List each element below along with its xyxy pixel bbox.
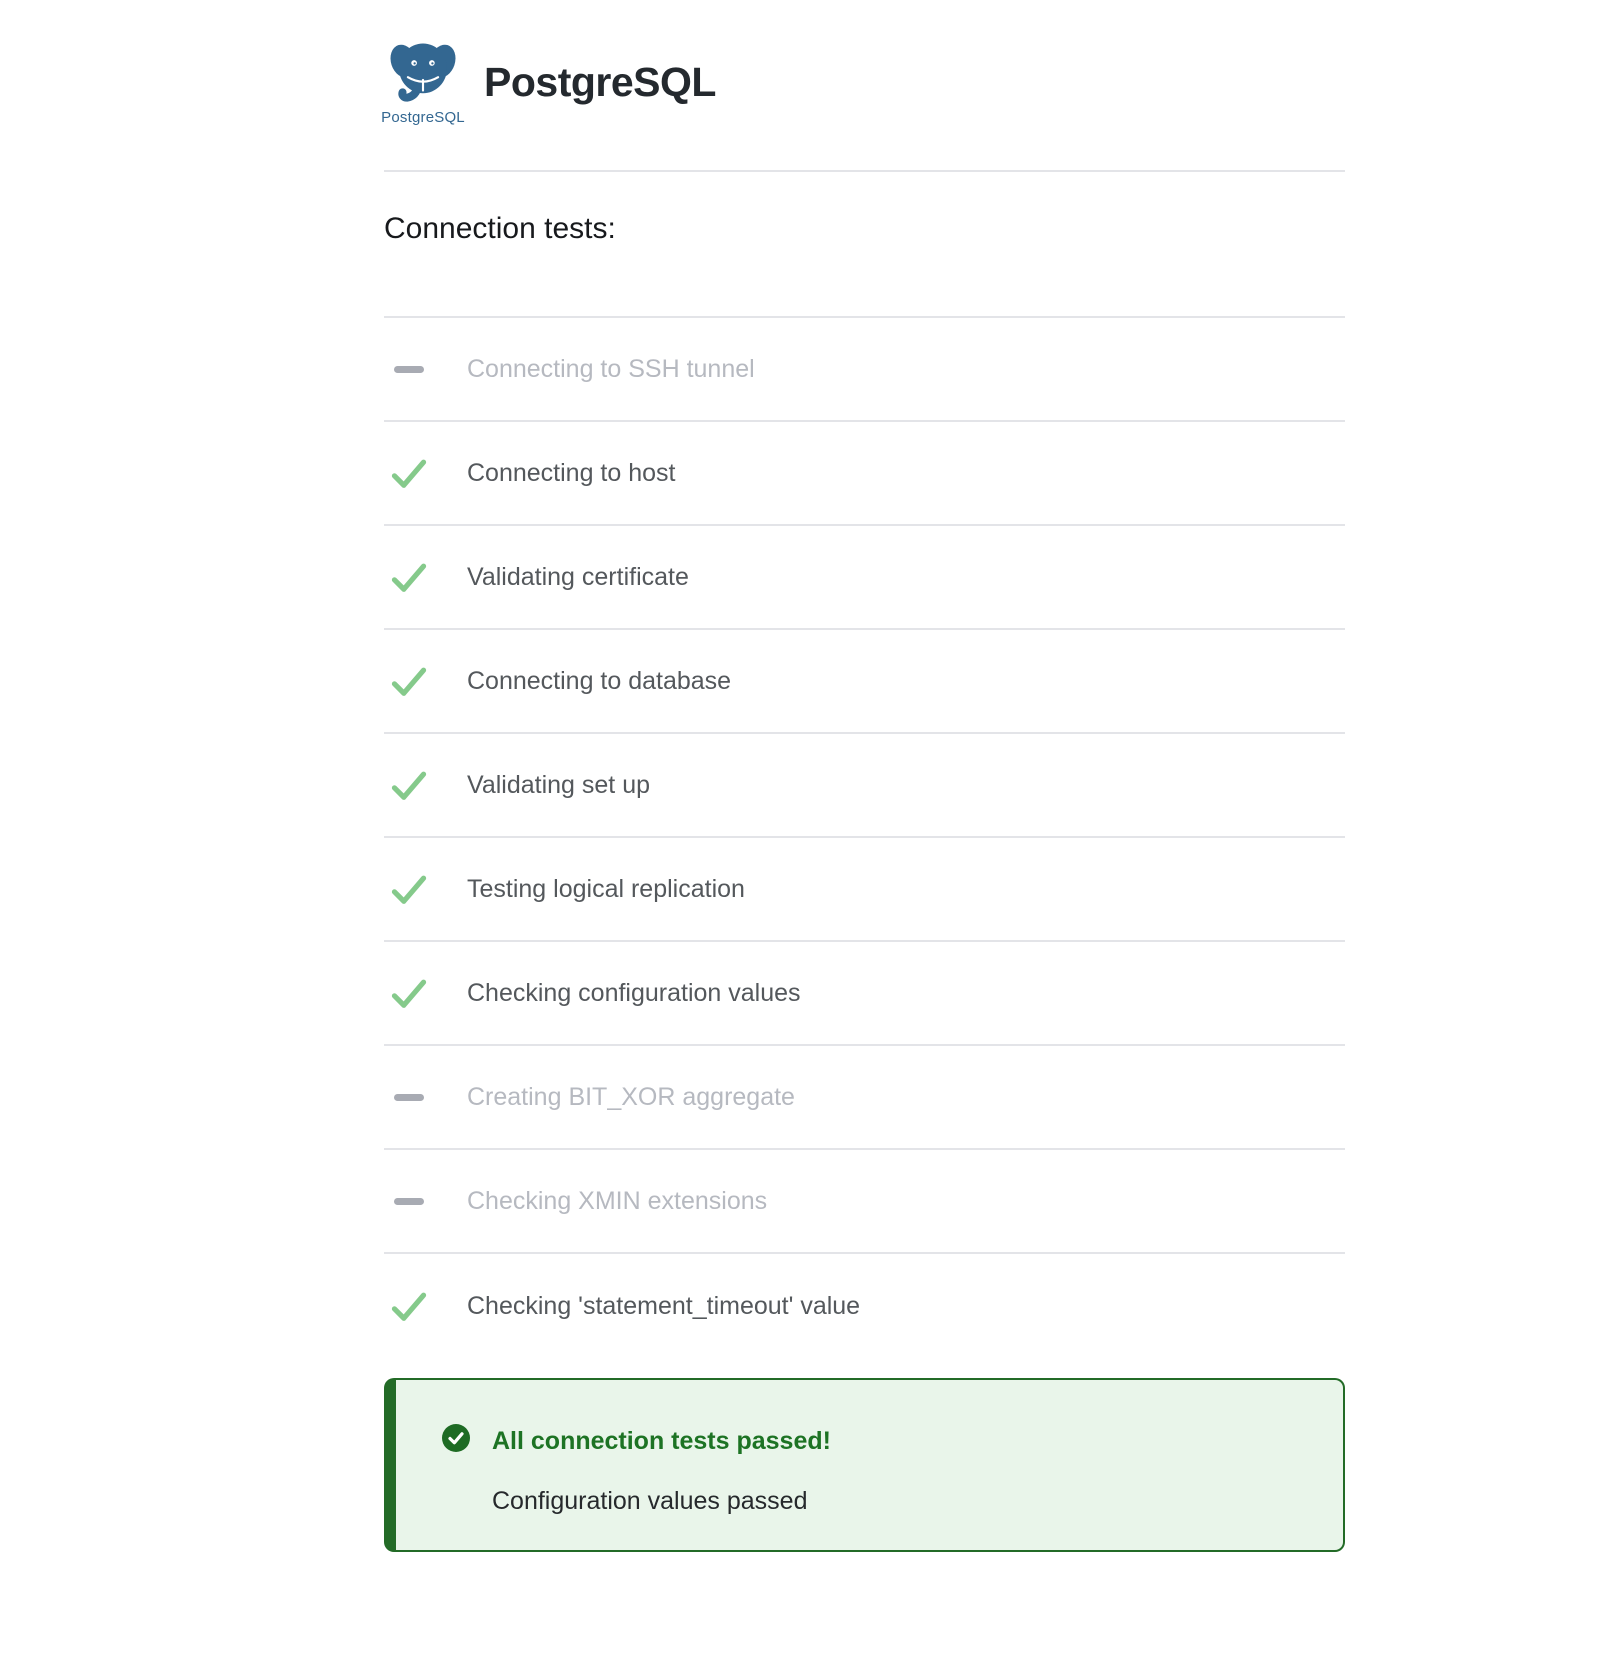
connection-tests-heading: Connection tests: bbox=[384, 212, 616, 245]
test-row bbox=[384, 838, 1345, 942]
header-divider bbox=[384, 170, 1345, 172]
check-icon bbox=[390, 458, 428, 489]
test-label: Connecting to host bbox=[467, 459, 676, 487]
test-label: Creating BIT_XOR aggregate bbox=[467, 1083, 795, 1111]
check-icon bbox=[390, 770, 428, 801]
postgresql-logo bbox=[381, 39, 465, 126]
test-label: Checking 'statement_timeout' value bbox=[467, 1292, 861, 1320]
test-label: Testing logical replication bbox=[467, 875, 745, 903]
test-label: Validating certificate bbox=[467, 563, 689, 591]
test-row bbox=[384, 1150, 1345, 1254]
alert-subtitle: Configuration values passed bbox=[492, 1487, 808, 1515]
check-icon bbox=[390, 666, 428, 697]
alert-title: All connection tests passed! bbox=[492, 1426, 831, 1455]
test-label: Connecting to database bbox=[467, 667, 732, 695]
test-row bbox=[384, 526, 1345, 630]
check-icon bbox=[390, 562, 428, 593]
dash-icon bbox=[394, 1198, 424, 1205]
page-title: PostgreSQL bbox=[484, 58, 716, 105]
test-row bbox=[384, 1046, 1345, 1150]
check-icon bbox=[390, 874, 428, 905]
header bbox=[381, 36, 1345, 128]
test-label: Connecting to SSH tunnel bbox=[467, 355, 755, 383]
test-row bbox=[384, 630, 1345, 734]
dash-icon bbox=[394, 366, 424, 373]
logo-caption: PostgreSQL bbox=[381, 108, 465, 126]
check-icon bbox=[390, 1291, 428, 1322]
test-row bbox=[384, 318, 1345, 422]
test-label: Checking configuration values bbox=[467, 979, 801, 1007]
check-icon bbox=[390, 978, 428, 1009]
test-row bbox=[384, 422, 1345, 526]
test-row bbox=[384, 734, 1345, 838]
test-row bbox=[384, 942, 1345, 1046]
test-row bbox=[384, 1254, 1345, 1358]
dash-icon bbox=[394, 1094, 424, 1101]
alert-head bbox=[442, 1424, 1323, 1457]
test-label: Checking XMIN extensions bbox=[467, 1187, 768, 1215]
postgresql-elephant-icon bbox=[389, 39, 457, 108]
test-label: Validating set up bbox=[467, 771, 650, 799]
page-container bbox=[381, 0, 1345, 1552]
check-circle-icon bbox=[442, 1424, 470, 1457]
success-alert bbox=[384, 1378, 1345, 1552]
connection-tests-list bbox=[384, 316, 1345, 1358]
